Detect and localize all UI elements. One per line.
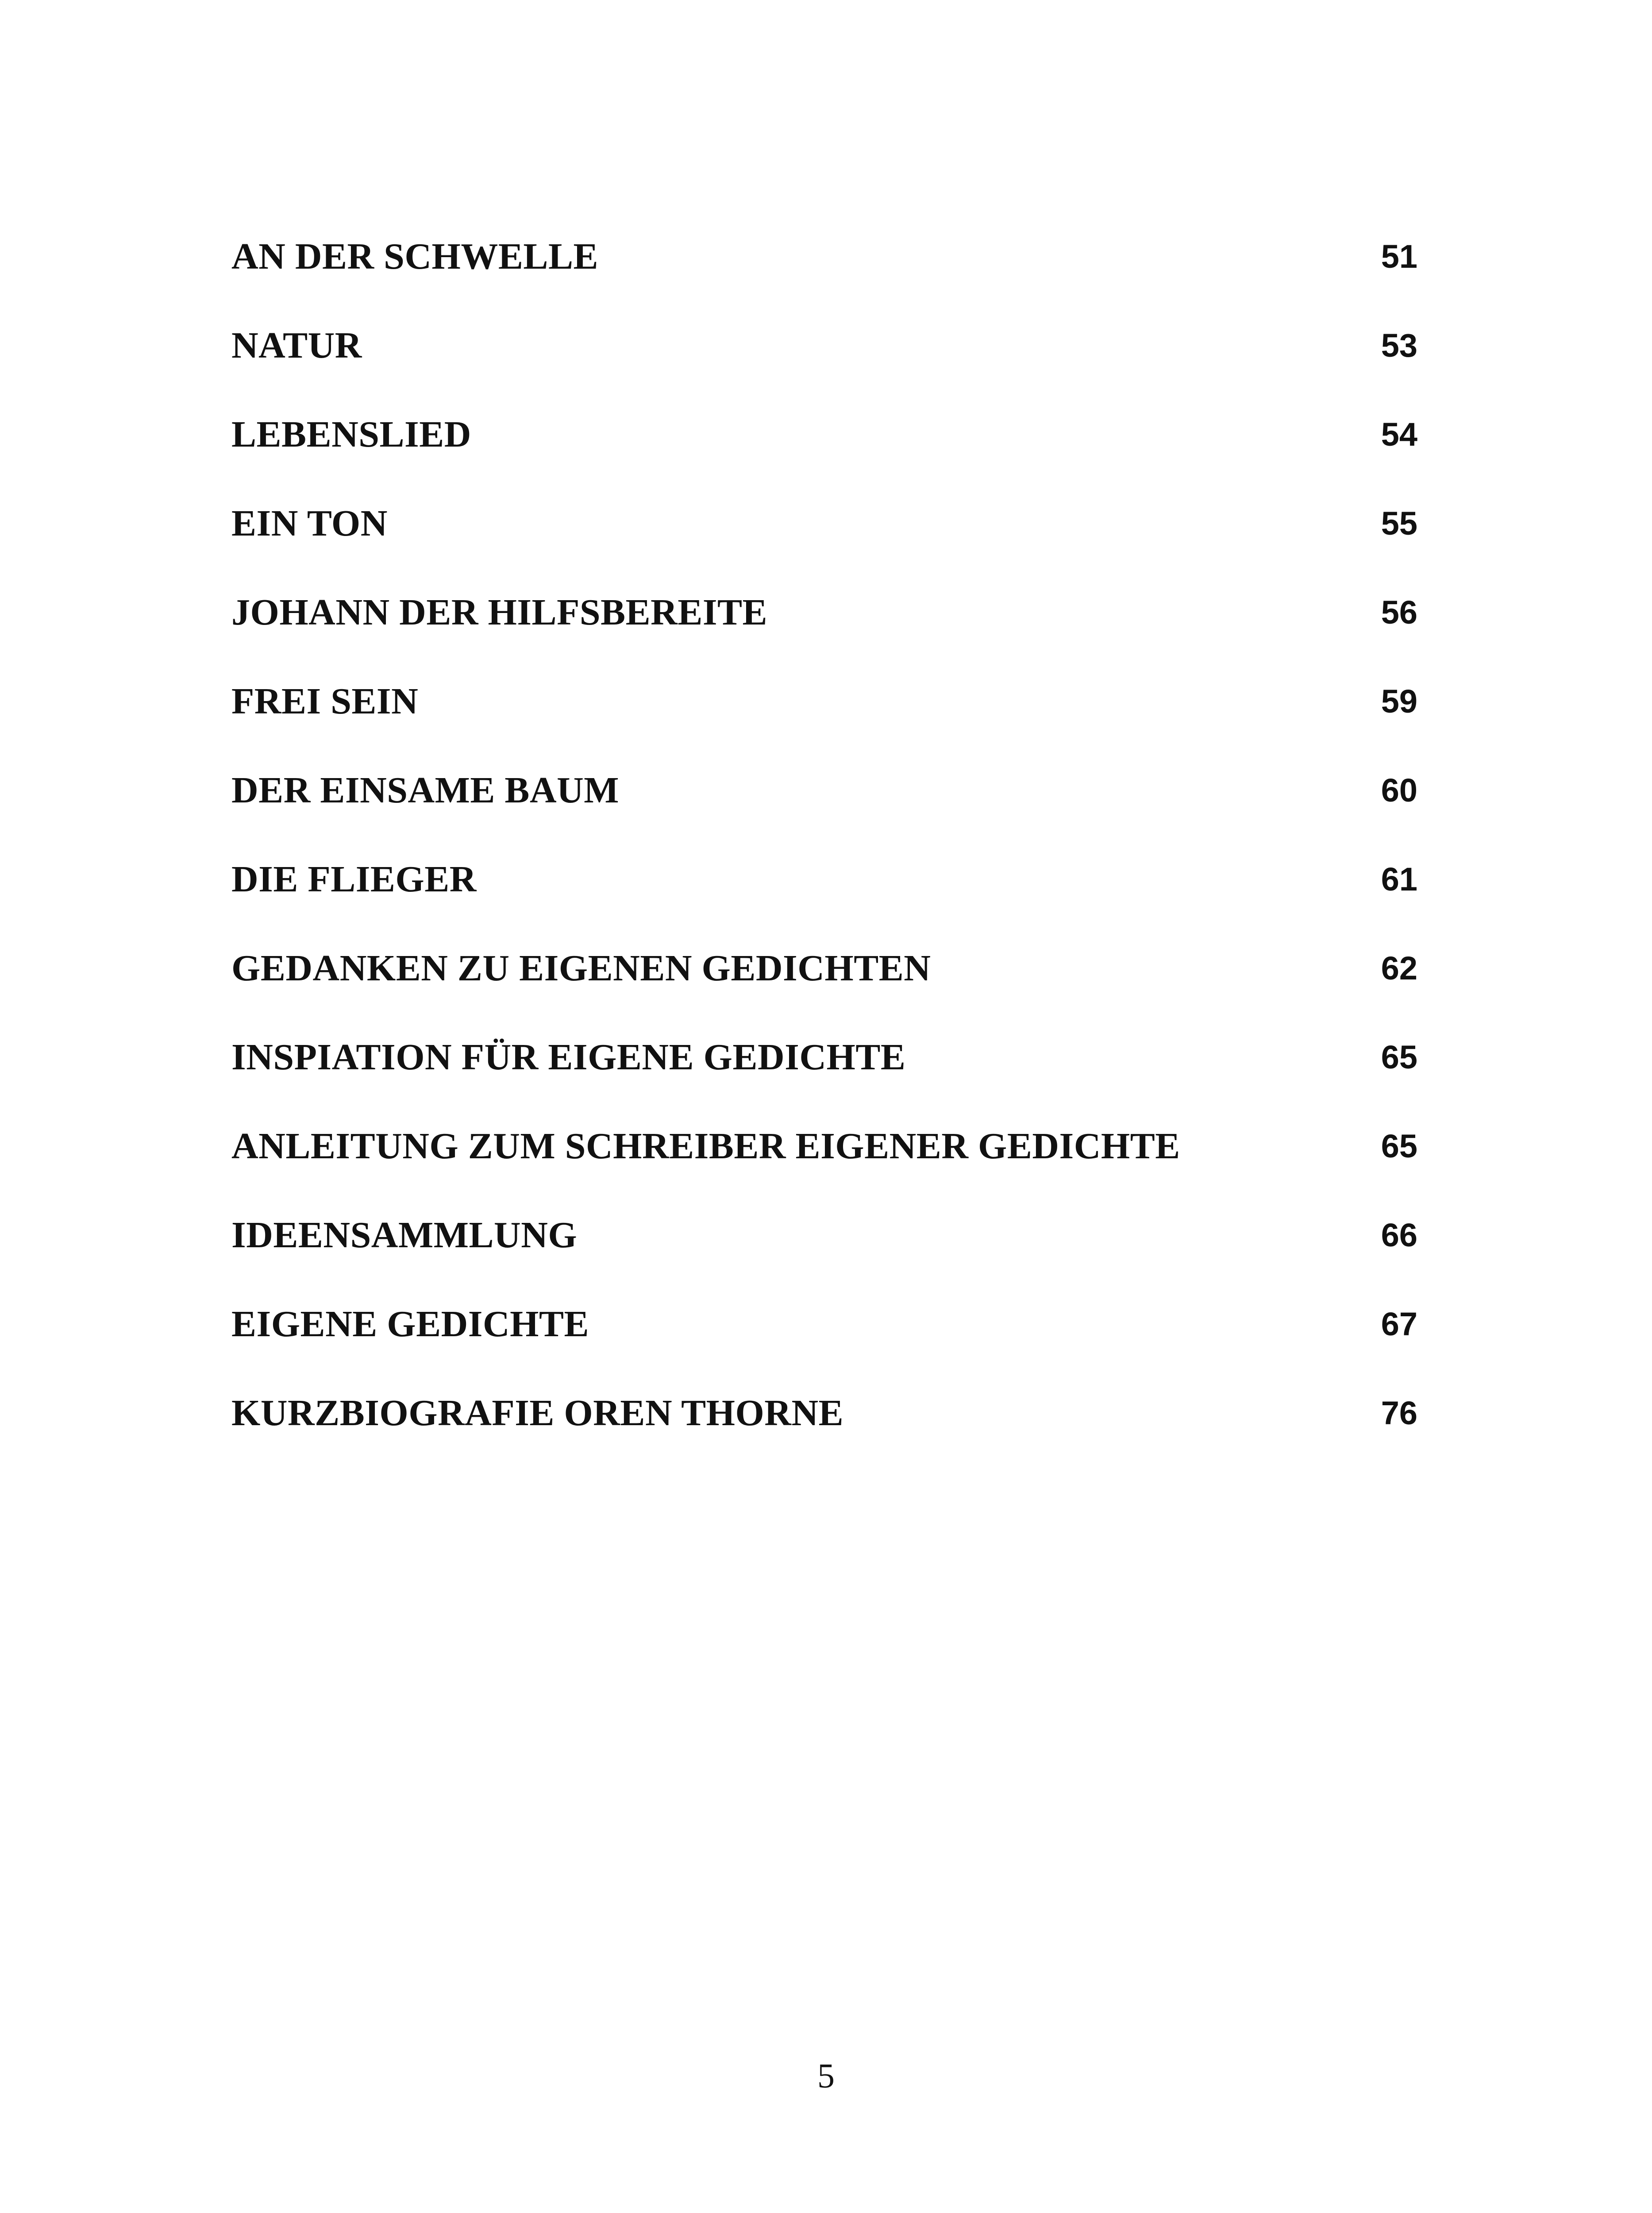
toc-entry-page: 65 <box>1381 1128 1417 1164</box>
toc-entry <box>231 675 1417 764</box>
toc-entry <box>231 1120 1417 1209</box>
toc-entry-page: 76 <box>1381 1395 1417 1431</box>
toc-entry-page: 65 <box>1381 1039 1417 1076</box>
toc-entry <box>231 853 1417 942</box>
toc-entry-title: IDEENSAMMLUNG <box>231 1214 578 1256</box>
toc-entry-title: DIE FLIEGER <box>231 859 477 900</box>
page-number: 5 <box>817 2056 835 2095</box>
toc-entry-page: 62 <box>1381 950 1417 987</box>
toc-entry <box>231 1031 1417 1120</box>
toc-entry-title: EIN TON <box>231 503 388 544</box>
toc-entry-title: GEDANKEN ZU EIGENEN GEDICHTEN <box>231 948 931 989</box>
toc-entry-title: KURZBIOGRAFIE OREN THORNE <box>231 1392 844 1434</box>
toc-entry-page: 59 <box>1381 683 1417 720</box>
toc-entry-title: DER EINSAME BAUM <box>231 770 620 811</box>
toc-entry-page: 61 <box>1381 861 1417 898</box>
toc-entry-page: 60 <box>1381 772 1417 809</box>
toc-entry <box>231 586 1417 675</box>
toc-entry-title: ANLEITUNG ZUM SCHREIBER EIGENER GEDICHTE <box>231 1126 1180 1167</box>
toc-entry <box>231 1387 1417 1476</box>
toc-entry-title: INSPIATION FÜR EIGENE GEDICHTE <box>231 1037 906 1078</box>
toc-entry-page: 51 <box>1381 238 1417 275</box>
toc-entry-title: LEBENSLIED <box>231 414 471 455</box>
toc-entry <box>231 1298 1417 1387</box>
toc-entry <box>231 1209 1417 1298</box>
toc-entry <box>231 408 1417 497</box>
toc-entry <box>231 230 1417 319</box>
toc-entry-page: 54 <box>1381 416 1417 453</box>
toc-entry <box>231 497 1417 586</box>
toc-entry-title: FREI SEIN <box>231 681 419 722</box>
toc-entry <box>231 764 1417 853</box>
toc-entry-page: 67 <box>1381 1306 1417 1342</box>
toc-entry-title: NATUR <box>231 325 362 366</box>
toc-entry-page: 56 <box>1381 594 1417 631</box>
toc-entry-title: JOHANN DER HILFSBEREITE <box>231 592 768 633</box>
toc-entry <box>231 319 1417 408</box>
table-of-contents <box>231 230 1417 1476</box>
toc-entry-title: AN DER SCHWELLE <box>231 236 599 277</box>
toc-entry-page: 55 <box>1381 505 1417 542</box>
toc-entry-title: EIGENE GEDICHTE <box>231 1303 589 1345</box>
toc-entry-page: 66 <box>1381 1217 1417 1253</box>
toc-entry-page: 53 <box>1381 327 1417 364</box>
toc-entry <box>231 942 1417 1031</box>
